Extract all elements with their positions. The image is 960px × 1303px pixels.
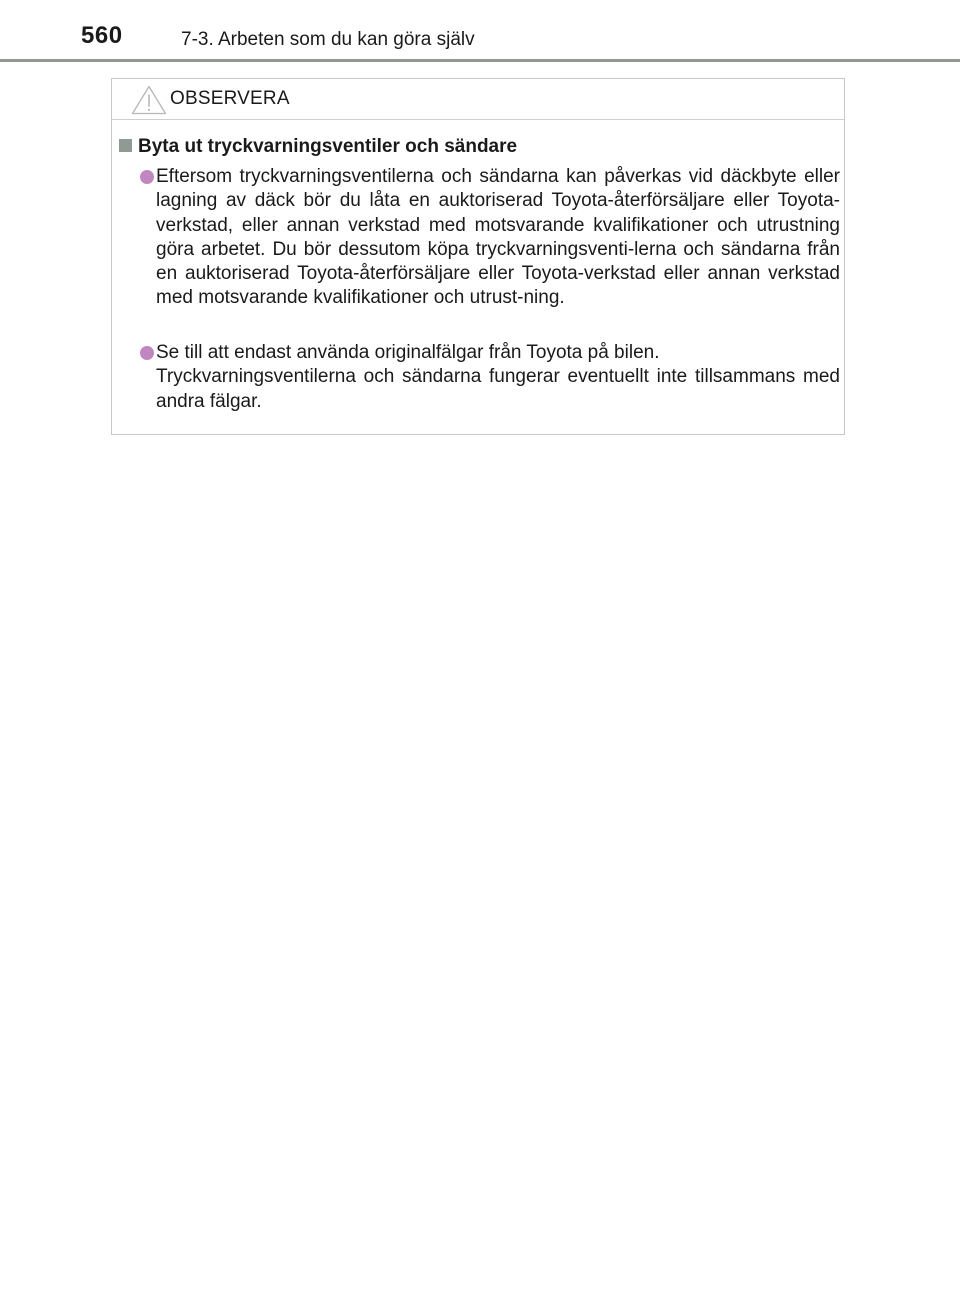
list-item-line: Tryckvarningsventilerna och sändarna fungerar eventuellt inte tillsammans med andra fälgar. [156,366,840,412]
page-number: 560 [81,22,123,49]
header-rule [0,59,960,62]
section-title: 7-3. Arbeten som du kan göra själv [181,29,475,50]
round-bullet-icon [140,346,154,360]
caution-subheading-text: Byta ut tryckvarningsventiler och sändare [138,136,518,157]
page-header [0,0,960,62]
caution-subheading [119,136,517,158]
caution-box [111,78,845,435]
warning-triangle-icon [131,85,167,115]
list-item-text [156,341,840,414]
round-bullet-icon [140,170,154,184]
list-item [140,341,840,414]
caution-label: OBSERVERA [170,88,290,109]
list-item-line: Se till att endast använda originalfälgar från Toyota på bilen. [156,342,660,363]
caution-header [112,79,844,120]
list-item-text: Eftersom tryckvarningsventilerna och sändarna kan påverkas vid däckbyte eller lagning av däck bör du låta en auktoriserad Toyota-återförsäljare eller Toyota-verkstad, eller annan verkstad med motsvarande kvalifikationer och utrustning göra arbetet. Du bör dessutom köpa tryckvarningsventi-lerna och sändarna från en auktoriserad Toyota-återförsäljare eller Toyota-verkstad eller annan verkstad med motsvarande kvalifikationer och utrust-ning. [156,166,840,309]
square-bullet-icon [119,139,132,152]
list-item [140,165,840,311]
